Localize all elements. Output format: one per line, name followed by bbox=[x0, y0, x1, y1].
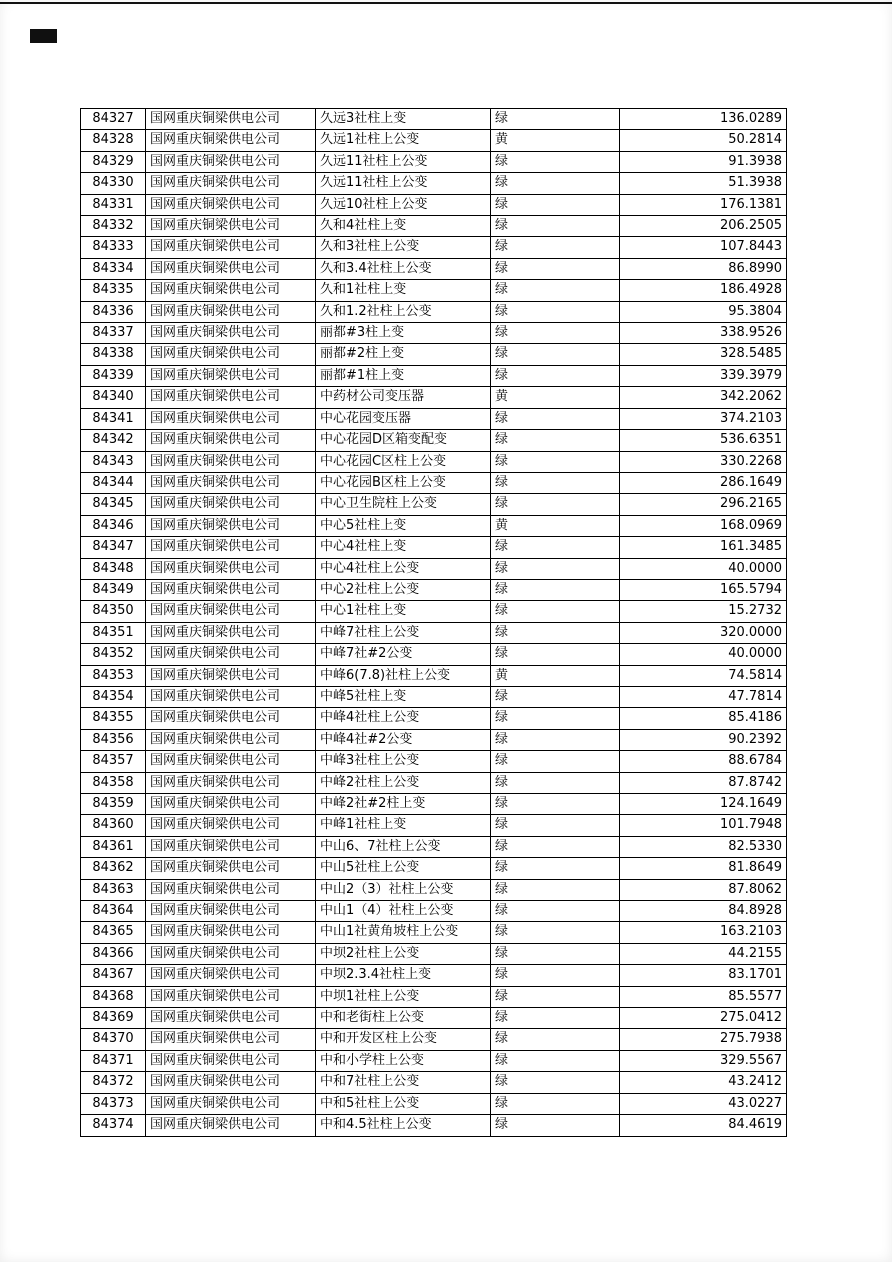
cell-status: 绿 bbox=[491, 708, 620, 729]
cell-company: 国网重庆铜梁供电公司 bbox=[146, 1050, 316, 1071]
cell-company: 国网重庆铜梁供电公司 bbox=[146, 686, 316, 707]
cell-company: 国网重庆铜梁供电公司 bbox=[146, 280, 316, 301]
cell-device: 中和老街柱上公变 bbox=[316, 1008, 491, 1029]
table-row bbox=[81, 815, 787, 836]
cell-id: 84351 bbox=[81, 622, 146, 643]
cell-id: 84335 bbox=[81, 280, 146, 301]
cell-id: 84346 bbox=[81, 515, 146, 536]
cell-status: 绿 bbox=[491, 815, 620, 836]
cell-id: 84370 bbox=[81, 1029, 146, 1050]
cell-device: 中山5社柱上公变 bbox=[316, 858, 491, 879]
table-row bbox=[81, 109, 787, 130]
cell-id: 84344 bbox=[81, 472, 146, 493]
cell-status: 绿 bbox=[491, 301, 620, 322]
cell-company: 国网重庆铜梁供电公司 bbox=[146, 965, 316, 986]
cell-id: 84330 bbox=[81, 173, 146, 194]
cell-status: 黄 bbox=[491, 665, 620, 686]
cell-company: 国网重庆铜梁供电公司 bbox=[146, 472, 316, 493]
cell-device: 中峰7社柱上公变 bbox=[316, 622, 491, 643]
cell-company: 国网重庆铜梁供电公司 bbox=[146, 772, 316, 793]
cell-id: 84336 bbox=[81, 301, 146, 322]
cell-status: 绿 bbox=[491, 965, 620, 986]
cell-value: 330.2268 bbox=[620, 451, 787, 472]
cell-id: 84338 bbox=[81, 344, 146, 365]
cell-value: 47.7814 bbox=[620, 686, 787, 707]
cell-id: 84369 bbox=[81, 1008, 146, 1029]
cell-value: 124.1649 bbox=[620, 794, 787, 815]
cell-device: 丽都#2柱上变 bbox=[316, 344, 491, 365]
cell-company: 国网重庆铜梁供电公司 bbox=[146, 644, 316, 665]
cell-device: 中山1（4）社柱上公变 bbox=[316, 901, 491, 922]
cell-id: 84373 bbox=[81, 1093, 146, 1114]
cell-company: 国网重庆铜梁供电公司 bbox=[146, 515, 316, 536]
cell-device: 久和3社柱上公变 bbox=[316, 237, 491, 258]
cell-device: 久远3社柱上变 bbox=[316, 109, 491, 130]
cell-value: 320.0000 bbox=[620, 622, 787, 643]
cell-status: 绿 bbox=[491, 579, 620, 600]
cell-device: 中坝1社柱上公变 bbox=[316, 986, 491, 1007]
cell-status: 绿 bbox=[491, 408, 620, 429]
cell-company: 国网重庆铜梁供电公司 bbox=[146, 301, 316, 322]
cell-value: 339.3979 bbox=[620, 365, 787, 386]
table-row bbox=[81, 858, 787, 879]
cell-value: 88.6784 bbox=[620, 751, 787, 772]
cell-value: 338.9526 bbox=[620, 323, 787, 344]
cell-value: 84.8928 bbox=[620, 901, 787, 922]
table-row bbox=[81, 708, 787, 729]
cell-company: 国网重庆铜梁供电公司 bbox=[146, 1093, 316, 1114]
cell-device: 久和1.2社柱上公变 bbox=[316, 301, 491, 322]
cell-value: 286.1649 bbox=[620, 472, 787, 493]
cell-status: 绿 bbox=[491, 1072, 620, 1093]
cell-company: 国网重庆铜梁供电公司 bbox=[146, 173, 316, 194]
cell-value: 329.5567 bbox=[620, 1050, 787, 1071]
table-row bbox=[81, 836, 787, 857]
cell-status: 绿 bbox=[491, 194, 620, 215]
cell-device: 中和4.5社柱上公变 bbox=[316, 1115, 491, 1136]
cell-device: 中心花园C区柱上公变 bbox=[316, 451, 491, 472]
cell-status: 绿 bbox=[491, 772, 620, 793]
cell-company: 国网重庆铜梁供电公司 bbox=[146, 258, 316, 279]
cell-id: 84364 bbox=[81, 901, 146, 922]
cell-device: 中和5社柱上公变 bbox=[316, 1093, 491, 1114]
table-row bbox=[81, 387, 787, 408]
cell-id: 84333 bbox=[81, 237, 146, 258]
table-row bbox=[81, 537, 787, 558]
cell-device: 中和小学柱上公变 bbox=[316, 1050, 491, 1071]
cell-device: 中峰6(7.8)社柱上公变 bbox=[316, 665, 491, 686]
cell-company: 国网重庆铜梁供电公司 bbox=[146, 494, 316, 515]
cell-value: 87.8062 bbox=[620, 879, 787, 900]
cell-value: 168.0969 bbox=[620, 515, 787, 536]
cell-id: 84362 bbox=[81, 858, 146, 879]
table-row bbox=[81, 280, 787, 301]
cell-status: 绿 bbox=[491, 686, 620, 707]
cell-device: 久和4社柱上变 bbox=[316, 216, 491, 237]
cell-device: 中坝2.3.4社柱上变 bbox=[316, 965, 491, 986]
cell-status: 绿 bbox=[491, 430, 620, 451]
table-row bbox=[81, 130, 787, 151]
table-row bbox=[81, 173, 787, 194]
cell-device: 中峰7社#2公变 bbox=[316, 644, 491, 665]
table-row bbox=[81, 323, 787, 344]
table-row bbox=[81, 216, 787, 237]
table-row bbox=[81, 751, 787, 772]
cell-status: 绿 bbox=[491, 901, 620, 922]
cell-company: 国网重庆铜梁供电公司 bbox=[146, 1072, 316, 1093]
cell-device: 中心1社柱上变 bbox=[316, 601, 491, 622]
cell-status: 绿 bbox=[491, 365, 620, 386]
cell-id: 84341 bbox=[81, 408, 146, 429]
cell-value: 74.5814 bbox=[620, 665, 787, 686]
cell-device: 中山6、7社柱上公变 bbox=[316, 836, 491, 857]
cell-id: 84352 bbox=[81, 644, 146, 665]
cell-status: 绿 bbox=[491, 216, 620, 237]
cell-id: 84327 bbox=[81, 109, 146, 130]
cell-company: 国网重庆铜梁供电公司 bbox=[146, 537, 316, 558]
cell-id: 84360 bbox=[81, 815, 146, 836]
cell-value: 275.7938 bbox=[620, 1029, 787, 1050]
cell-device: 中峰4社柱上公变 bbox=[316, 708, 491, 729]
cell-device: 中峰5社柱上变 bbox=[316, 686, 491, 707]
cell-status: 绿 bbox=[491, 451, 620, 472]
cell-status: 绿 bbox=[491, 472, 620, 493]
cell-id: 84372 bbox=[81, 1072, 146, 1093]
cell-company: 国网重庆铜梁供电公司 bbox=[146, 1029, 316, 1050]
cell-status: 绿 bbox=[491, 173, 620, 194]
cell-device: 中山2（3）社柱上公变 bbox=[316, 879, 491, 900]
table-row bbox=[81, 879, 787, 900]
cell-id: 84345 bbox=[81, 494, 146, 515]
cell-status: 绿 bbox=[491, 644, 620, 665]
cell-id: 84354 bbox=[81, 686, 146, 707]
cell-id: 84368 bbox=[81, 986, 146, 1007]
cell-company: 国网重庆铜梁供电公司 bbox=[146, 986, 316, 1007]
cell-status: 黄 bbox=[491, 130, 620, 151]
corner-redaction-mark bbox=[30, 29, 57, 43]
cell-company: 国网重庆铜梁供电公司 bbox=[146, 365, 316, 386]
cell-status: 绿 bbox=[491, 258, 620, 279]
cell-company: 国网重庆铜梁供电公司 bbox=[146, 109, 316, 130]
table-row bbox=[81, 622, 787, 643]
table-row bbox=[81, 986, 787, 1007]
cell-id: 84328 bbox=[81, 130, 146, 151]
cell-value: 40.0000 bbox=[620, 558, 787, 579]
cell-device: 久远1社柱上公变 bbox=[316, 130, 491, 151]
cell-id: 84358 bbox=[81, 772, 146, 793]
cell-status: 绿 bbox=[491, 601, 620, 622]
cell-status: 绿 bbox=[491, 729, 620, 750]
table-row bbox=[81, 901, 787, 922]
table-row bbox=[81, 194, 787, 215]
table-body bbox=[81, 109, 787, 1137]
cell-device: 丽都#1柱上变 bbox=[316, 365, 491, 386]
cell-value: 165.5794 bbox=[620, 579, 787, 600]
cell-device: 中峰1社柱上变 bbox=[316, 815, 491, 836]
cell-status: 绿 bbox=[491, 1050, 620, 1071]
table-row bbox=[81, 794, 787, 815]
cell-company: 国网重庆铜梁供电公司 bbox=[146, 836, 316, 857]
table-row bbox=[81, 494, 787, 515]
table-row bbox=[81, 515, 787, 536]
cell-id: 84371 bbox=[81, 1050, 146, 1071]
table-row bbox=[81, 686, 787, 707]
cell-status: 绿 bbox=[491, 1029, 620, 1050]
table-row bbox=[81, 943, 787, 964]
cell-id: 84366 bbox=[81, 943, 146, 964]
cell-value: 43.0227 bbox=[620, 1093, 787, 1114]
cell-value: 84.4619 bbox=[620, 1115, 787, 1136]
cell-device: 久和1社柱上变 bbox=[316, 280, 491, 301]
cell-value: 83.1701 bbox=[620, 965, 787, 986]
table-row bbox=[81, 1050, 787, 1071]
cell-company: 国网重庆铜梁供电公司 bbox=[146, 901, 316, 922]
cell-company: 国网重庆铜梁供电公司 bbox=[146, 323, 316, 344]
page-top-rule bbox=[0, 2, 892, 4]
cell-value: 40.0000 bbox=[620, 644, 787, 665]
cell-device: 中心花园B区柱上公变 bbox=[316, 472, 491, 493]
cell-id: 84340 bbox=[81, 387, 146, 408]
table-row bbox=[81, 365, 787, 386]
table-row bbox=[81, 1072, 787, 1093]
table-row bbox=[81, 601, 787, 622]
cell-status: 绿 bbox=[491, 323, 620, 344]
cell-status: 绿 bbox=[491, 237, 620, 258]
cell-device: 中和7社柱上公变 bbox=[316, 1072, 491, 1093]
cell-value: 50.2814 bbox=[620, 130, 787, 151]
cell-company: 国网重庆铜梁供电公司 bbox=[146, 344, 316, 365]
cell-company: 国网重庆铜梁供电公司 bbox=[146, 1115, 316, 1136]
table-row bbox=[81, 1093, 787, 1114]
cell-device: 中心卫生院柱上公变 bbox=[316, 494, 491, 515]
cell-status: 绿 bbox=[491, 622, 620, 643]
cell-status: 绿 bbox=[491, 344, 620, 365]
cell-value: 44.2155 bbox=[620, 943, 787, 964]
cell-value: 328.5485 bbox=[620, 344, 787, 365]
cell-device: 中峰2社柱上公变 bbox=[316, 772, 491, 793]
cell-value: 186.4928 bbox=[620, 280, 787, 301]
cell-id: 84342 bbox=[81, 430, 146, 451]
cell-device: 中峰3社柱上公变 bbox=[316, 751, 491, 772]
cell-value: 107.8443 bbox=[620, 237, 787, 258]
cell-status: 绿 bbox=[491, 836, 620, 857]
cell-company: 国网重庆铜梁供电公司 bbox=[146, 237, 316, 258]
cell-value: 136.0289 bbox=[620, 109, 787, 130]
cell-company: 国网重庆铜梁供电公司 bbox=[146, 943, 316, 964]
table-row bbox=[81, 579, 787, 600]
cell-value: 81.8649 bbox=[620, 858, 787, 879]
table-row bbox=[81, 408, 787, 429]
cell-value: 536.6351 bbox=[620, 430, 787, 451]
cell-device: 中心花园D区箱变配变 bbox=[316, 430, 491, 451]
table-row bbox=[81, 472, 787, 493]
cell-value: 51.3938 bbox=[620, 173, 787, 194]
cell-value: 161.3485 bbox=[620, 537, 787, 558]
cell-company: 国网重庆铜梁供电公司 bbox=[146, 1008, 316, 1029]
cell-value: 82.5330 bbox=[620, 836, 787, 857]
cell-device: 中峰4社#2公变 bbox=[316, 729, 491, 750]
cell-status: 黄 bbox=[491, 515, 620, 536]
cell-value: 87.8742 bbox=[620, 772, 787, 793]
cell-company: 国网重庆铜梁供电公司 bbox=[146, 579, 316, 600]
cell-device: 久远10社柱上公变 bbox=[316, 194, 491, 215]
cell-status: 绿 bbox=[491, 537, 620, 558]
cell-company: 国网重庆铜梁供电公司 bbox=[146, 794, 316, 815]
cell-company: 国网重庆铜梁供电公司 bbox=[146, 622, 316, 643]
table-row bbox=[81, 237, 787, 258]
table-row bbox=[81, 258, 787, 279]
cell-device: 中心4社柱上变 bbox=[316, 537, 491, 558]
table-row bbox=[81, 344, 787, 365]
cell-device: 中峰2社#2柱上变 bbox=[316, 794, 491, 815]
cell-id: 84347 bbox=[81, 537, 146, 558]
cell-id: 84356 bbox=[81, 729, 146, 750]
cell-value: 206.2505 bbox=[620, 216, 787, 237]
cell-device: 中心花园变压器 bbox=[316, 408, 491, 429]
cell-status: 绿 bbox=[491, 943, 620, 964]
cell-company: 国网重庆铜梁供电公司 bbox=[146, 387, 316, 408]
cell-id: 84361 bbox=[81, 836, 146, 857]
table-row bbox=[81, 1008, 787, 1029]
cell-status: 绿 bbox=[491, 151, 620, 172]
cell-company: 国网重庆铜梁供电公司 bbox=[146, 194, 316, 215]
cell-company: 国网重庆铜梁供电公司 bbox=[146, 558, 316, 579]
cell-company: 国网重庆铜梁供电公司 bbox=[146, 879, 316, 900]
cell-device: 中心2社柱上公变 bbox=[316, 579, 491, 600]
cell-device: 丽都#3柱上变 bbox=[316, 323, 491, 344]
cell-device: 中药材公司变压器 bbox=[316, 387, 491, 408]
cell-status: 绿 bbox=[491, 1093, 620, 1114]
cell-company: 国网重庆铜梁供电公司 bbox=[146, 216, 316, 237]
table-row bbox=[81, 1115, 787, 1136]
cell-id: 84363 bbox=[81, 879, 146, 900]
table-row bbox=[81, 301, 787, 322]
cell-device: 中和开发区柱上公变 bbox=[316, 1029, 491, 1050]
cell-id: 84359 bbox=[81, 794, 146, 815]
cell-status: 黄 bbox=[491, 387, 620, 408]
cell-company: 国网重庆铜梁供电公司 bbox=[146, 130, 316, 151]
cell-id: 84329 bbox=[81, 151, 146, 172]
cell-status: 绿 bbox=[491, 494, 620, 515]
cell-company: 国网重庆铜梁供电公司 bbox=[146, 601, 316, 622]
cell-device: 久远11社柱上公变 bbox=[316, 173, 491, 194]
cell-company: 国网重庆铜梁供电公司 bbox=[146, 451, 316, 472]
table-row bbox=[81, 965, 787, 986]
cell-status: 绿 bbox=[491, 109, 620, 130]
cell-device: 中心5社柱上变 bbox=[316, 515, 491, 536]
cell-id: 84353 bbox=[81, 665, 146, 686]
cell-company: 国网重庆铜梁供电公司 bbox=[146, 729, 316, 750]
cell-device: 中坝2社柱上公变 bbox=[316, 943, 491, 964]
table-row bbox=[81, 451, 787, 472]
cell-status: 绿 bbox=[491, 1008, 620, 1029]
table-row bbox=[81, 922, 787, 943]
cell-id: 84357 bbox=[81, 751, 146, 772]
cell-value: 90.2392 bbox=[620, 729, 787, 750]
cell-device: 久远11社柱上公变 bbox=[316, 151, 491, 172]
cell-id: 84334 bbox=[81, 258, 146, 279]
cell-company: 国网重庆铜梁供电公司 bbox=[146, 665, 316, 686]
cell-id: 84367 bbox=[81, 965, 146, 986]
table-row bbox=[81, 430, 787, 451]
cell-id: 84343 bbox=[81, 451, 146, 472]
cell-device: 中心4社柱上公变 bbox=[316, 558, 491, 579]
cell-company: 国网重庆铜梁供电公司 bbox=[146, 708, 316, 729]
cell-company: 国网重庆铜梁供电公司 bbox=[146, 922, 316, 943]
data-table bbox=[80, 108, 787, 1137]
cell-device: 中山1社黄角坡柱上公变 bbox=[316, 922, 491, 943]
cell-company: 国网重庆铜梁供电公司 bbox=[146, 408, 316, 429]
cell-id: 84350 bbox=[81, 601, 146, 622]
cell-status: 绿 bbox=[491, 794, 620, 815]
cell-status: 绿 bbox=[491, 879, 620, 900]
cell-id: 84355 bbox=[81, 708, 146, 729]
cell-status: 绿 bbox=[491, 280, 620, 301]
cell-id: 84365 bbox=[81, 922, 146, 943]
cell-company: 国网重庆铜梁供电公司 bbox=[146, 815, 316, 836]
cell-value: 342.2062 bbox=[620, 387, 787, 408]
cell-status: 绿 bbox=[491, 558, 620, 579]
cell-status: 绿 bbox=[491, 922, 620, 943]
table-row bbox=[81, 644, 787, 665]
cell-status: 绿 bbox=[491, 986, 620, 1007]
cell-status: 绿 bbox=[491, 1115, 620, 1136]
cell-value: 43.2412 bbox=[620, 1072, 787, 1093]
cell-device: 久和3.4社柱上公变 bbox=[316, 258, 491, 279]
cell-value: 95.3804 bbox=[620, 301, 787, 322]
cell-value: 85.5577 bbox=[620, 986, 787, 1007]
cell-id: 84349 bbox=[81, 579, 146, 600]
cell-id: 84348 bbox=[81, 558, 146, 579]
cell-id: 84331 bbox=[81, 194, 146, 215]
cell-id: 84339 bbox=[81, 365, 146, 386]
cell-id: 84374 bbox=[81, 1115, 146, 1136]
table-row bbox=[81, 151, 787, 172]
cell-value: 91.3938 bbox=[620, 151, 787, 172]
table-row bbox=[81, 665, 787, 686]
cell-company: 国网重庆铜梁供电公司 bbox=[146, 430, 316, 451]
cell-value: 85.4186 bbox=[620, 708, 787, 729]
cell-id: 84337 bbox=[81, 323, 146, 344]
cell-value: 163.2103 bbox=[620, 922, 787, 943]
table-row bbox=[81, 558, 787, 579]
cell-status: 绿 bbox=[491, 751, 620, 772]
cell-value: 296.2165 bbox=[620, 494, 787, 515]
table-row bbox=[81, 1029, 787, 1050]
cell-value: 275.0412 bbox=[620, 1008, 787, 1029]
table-row bbox=[81, 729, 787, 750]
cell-company: 国网重庆铜梁供电公司 bbox=[146, 751, 316, 772]
cell-company: 国网重庆铜梁供电公司 bbox=[146, 858, 316, 879]
cell-value: 86.8990 bbox=[620, 258, 787, 279]
cell-company: 国网重庆铜梁供电公司 bbox=[146, 151, 316, 172]
cell-status: 绿 bbox=[491, 858, 620, 879]
cell-value: 101.7948 bbox=[620, 815, 787, 836]
table-row bbox=[81, 772, 787, 793]
cell-id: 84332 bbox=[81, 216, 146, 237]
cell-value: 374.2103 bbox=[620, 408, 787, 429]
cell-value: 15.2732 bbox=[620, 601, 787, 622]
cell-value: 176.1381 bbox=[620, 194, 787, 215]
